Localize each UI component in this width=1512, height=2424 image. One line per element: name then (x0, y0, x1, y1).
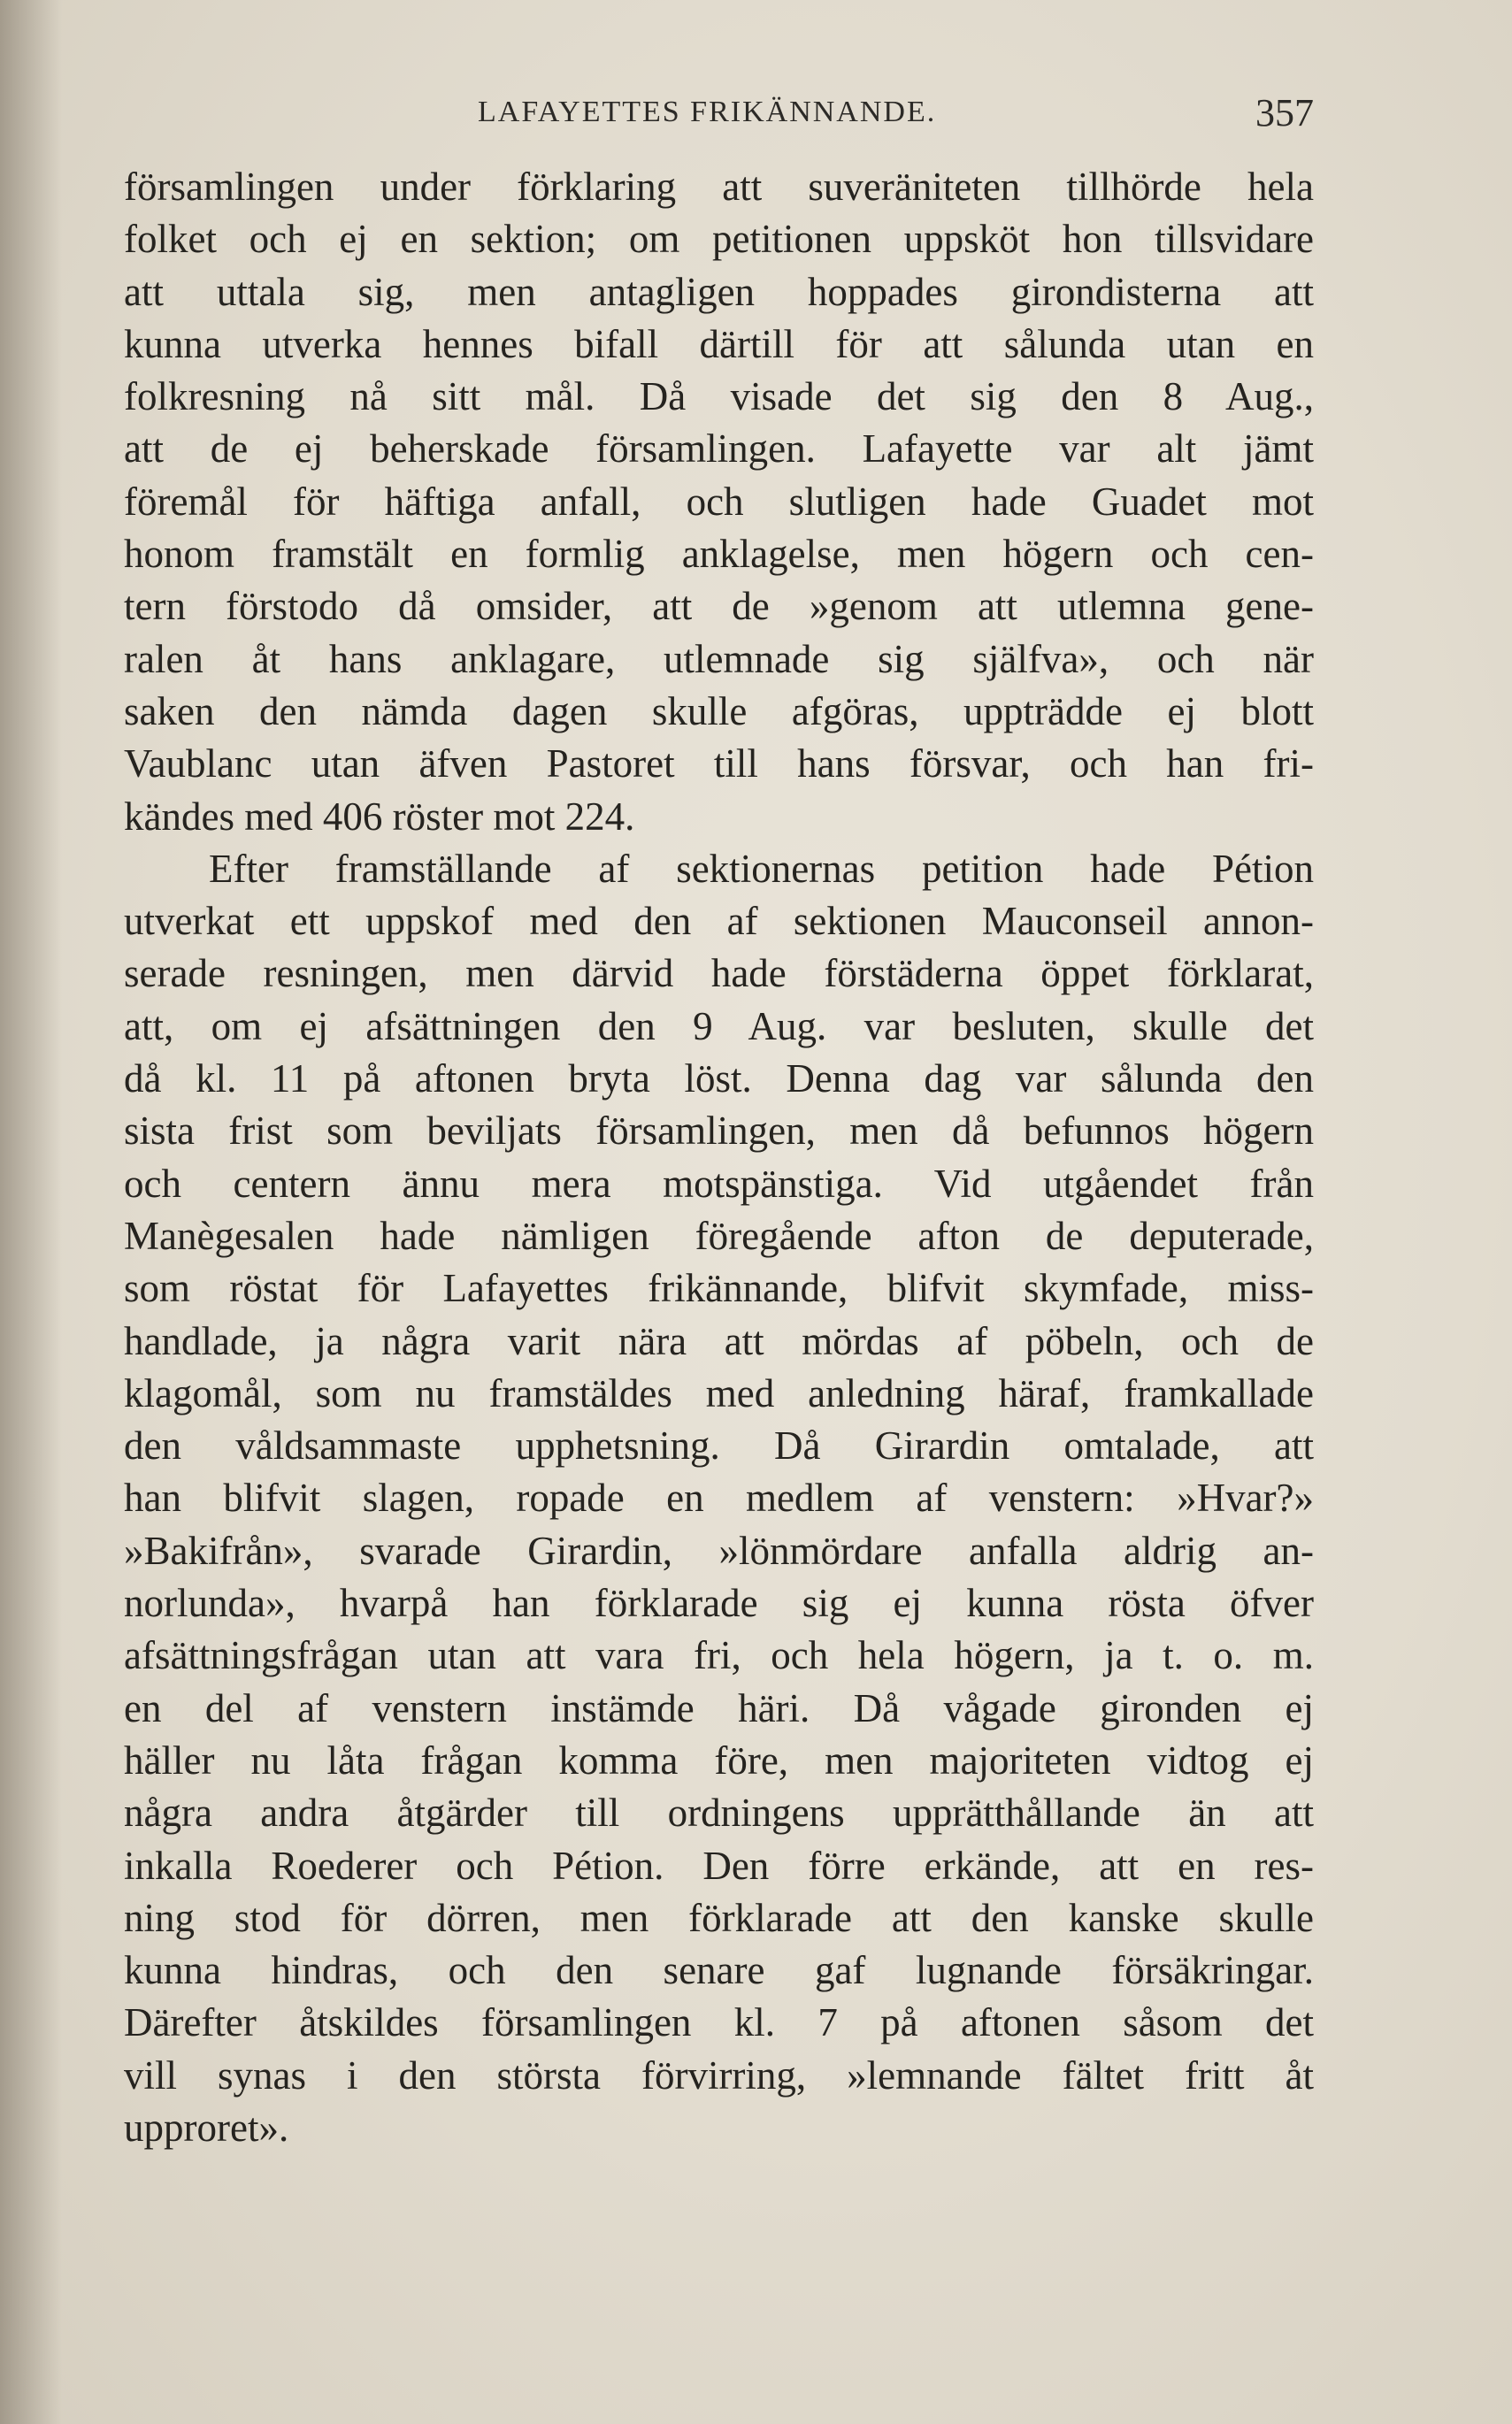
text-line: tern förstodo då omsider, att de »genom att utlemna gene- (124, 584, 1314, 629)
text-line: vill synas i den största förvirring, »lemnande fältet fritt åt (124, 2052, 1314, 2098)
text-line: häller nu låta frågan komma före, men majoriteten vidtog ej (124, 1737, 1314, 1783)
paragraph-2 (124, 843, 1314, 2154)
page-number: 357 (1255, 91, 1314, 134)
text-line: en del af venstern instämde häri. Då vågade gironden ej (124, 1685, 1314, 1730)
text-line: handlade, ja några varit nära att mördas af pöbeln, och de (124, 1318, 1314, 1363)
running-head (124, 91, 1314, 140)
text-line: som röstat för Lafayettes frikännande, blifvit skymfade, miss- (124, 1266, 1314, 1311)
text-line: afsättningsfrågan utan att vara fri, och hela högern, ja t. o. m. (124, 1633, 1314, 1678)
gutter-shadow (0, 0, 62, 2424)
text-line: utverkat ett uppskof med den af sektionen Mauconseil annon- (124, 899, 1314, 944)
text-line: kunna hindras, och den senare gaf lugnande försäkringar. (124, 1948, 1314, 1993)
text-line: Vaublanc utan äfven Pastoret till hans försvar, och han fri- (124, 741, 1314, 786)
text-line: den våldsammaste upphetsning. Då Girardin omtalade, att (124, 1423, 1314, 1469)
text-line: att, om ej afsättningen den 9 Aug. var besluten, skulle det (124, 1003, 1314, 1048)
text-line: Därefter åtskildes församlingen kl. 7 på aftonen såsom det (124, 2000, 1314, 2045)
text-line: upproret». (124, 2105, 289, 2150)
text-line: och centern ännu mera motspänstiga. Vid utgåendet från (124, 1161, 1314, 1206)
text-line: kunna utverka hennes bifall därtill för att sålunda utan en (124, 321, 1314, 366)
body-text (124, 161, 1314, 2154)
text-line: Efter framställande af sektionernas petition hade Pétion (209, 846, 1314, 891)
text-line: några andra åtgärder till ordningens upprätthållande än att (124, 1791, 1314, 1836)
running-title: LAFAYETTES FRIKÄNNANDE. (478, 96, 937, 128)
text-line: folket och ej en sektion; om petitionen uppsköt hon tillsvidare (124, 217, 1314, 262)
text-line: norlunda», hvarpå han förklarade sig ej kunna rösta öfver (124, 1581, 1314, 1626)
text-line: församlingen under förklaring att suveräniteten tillhörde hela (124, 165, 1314, 209)
text-line: folkresning nå sitt mål. Då visade det sig den 8 Aug., (124, 374, 1314, 419)
text-line: honom framstält en formlig anklagelse, men högern och cen- (124, 532, 1314, 577)
text-line: föremål för häftiga anfall, och slutligen hade Guadet mot (124, 479, 1314, 524)
text-line: ralen åt hans anklagare, utlemnade sig själfva», och när (124, 636, 1314, 681)
text-line: att uttala sig, men antagligen hoppades girondisterna att (124, 269, 1314, 314)
text-line: ning stod för dörren, men förklarade att den kanske skulle (124, 1895, 1314, 1940)
paragraph-1 (124, 161, 1314, 843)
text-line: Manègesalen hade nämligen föregående afton de deputerade, (124, 1213, 1314, 1258)
text-line: då kl. 11 på aftonen bryta löst. Denna dag var sålunda den (124, 1056, 1314, 1101)
text-line: inkalla Roederer och Pétion. Den förre erkände, att en res- (124, 1843, 1314, 1888)
text-line: han blifvit slagen, ropade en medlem af venstern: »Hvar?» (124, 1476, 1314, 1521)
text-line: att de ej beherskade församlingen. Lafayette var alt jämt (124, 426, 1314, 472)
text-line: klagomål, som nu framstäldes med anledning häraf, framkallade (124, 1370, 1314, 1415)
text-line: kändes med 406 röster mot 224. (124, 794, 635, 839)
text-line: »Bakifrån», svarade Girardin, »lönmördare anfalla aldrig an- (124, 1528, 1314, 1573)
text-line: serade resningen, men därvid hade förstäderna öppet förklarat, (124, 951, 1314, 996)
text-line: saken den nämda dagen skulle afgöras, uppträdde ej blott (124, 688, 1314, 733)
text-line: sista frist som beviljats församlingen, men då befunnos högern (124, 1108, 1314, 1154)
